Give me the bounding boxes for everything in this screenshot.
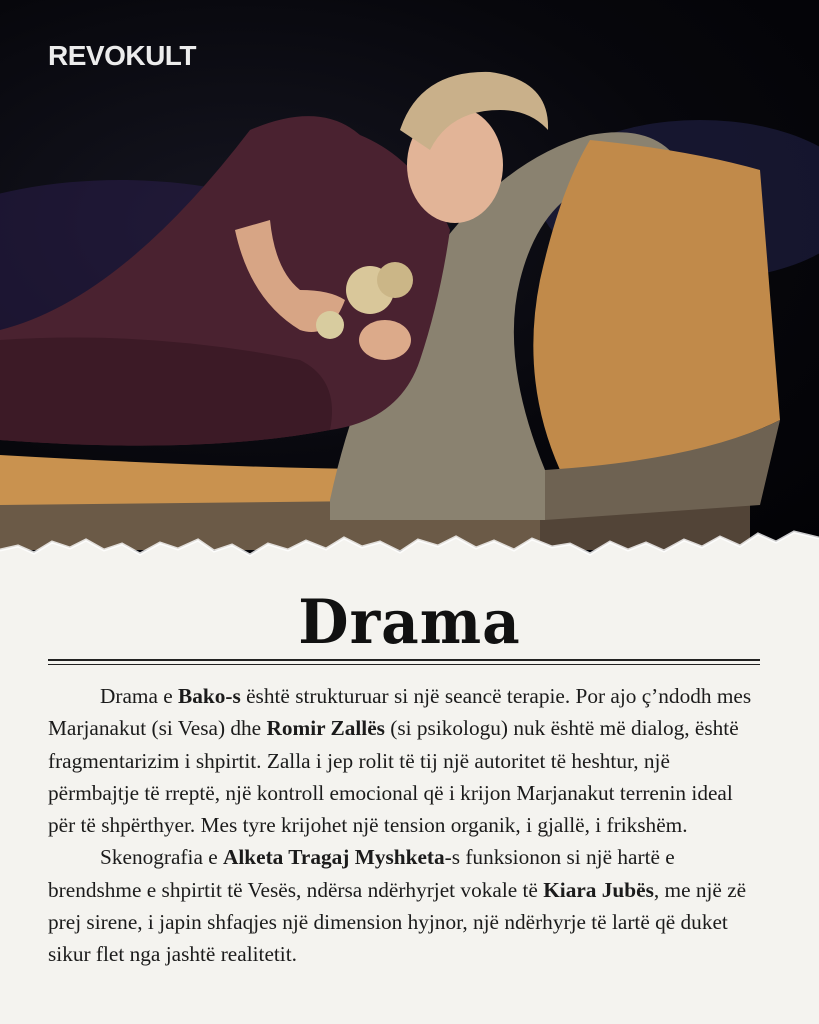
heading-rule-bottom (48, 664, 760, 665)
text-run: -s funksionon si një hartë e brendshme e shpirtit të Vesës, ndërsa ndërhyrjet vokale të (48, 845, 675, 902)
section-heading: Drama (298, 586, 521, 658)
bold-name: Alketa Tragaj Myshketa (223, 845, 445, 870)
bold-name: Bako-s (178, 684, 241, 708)
brand-logo: REVOKULT (48, 40, 196, 71)
text-run: Skenografia e (100, 845, 223, 870)
text-run: Drama e (100, 684, 179, 708)
text-run: është strukturuar si një seancë terapie. Por ajo ç’ndodh mes Marjanakut (si Vesa) dhe (48, 684, 752, 741)
paragraph-2 (48, 841, 764, 970)
article-body (48, 680, 764, 971)
bold-name: Romir Zallës (266, 716, 385, 741)
paragraph-1 (48, 680, 764, 841)
text-run: (si psikologu) nuk është më dialog, është fragmentarizim i shpirtit. Zalla i jep rolit të tij një autoritet të heshtur, një përmbajtje të rreptë, një kontroll emocional që i krijon Marjanakut terrenin ideal për të shpërthyer. Mes tyre krijohet një tension organik, i gjallë, i frikshëm. (48, 716, 739, 838)
text-run: , me një zë prej sirene, i japin shfaqjes një dimension hyjnor, një ndërhyrje të lartë që duket sikur flet nga jashtë realitetit. (48, 877, 747, 967)
bold-name: Kiara Jubës (543, 877, 654, 902)
heading-rule-top (48, 659, 760, 661)
